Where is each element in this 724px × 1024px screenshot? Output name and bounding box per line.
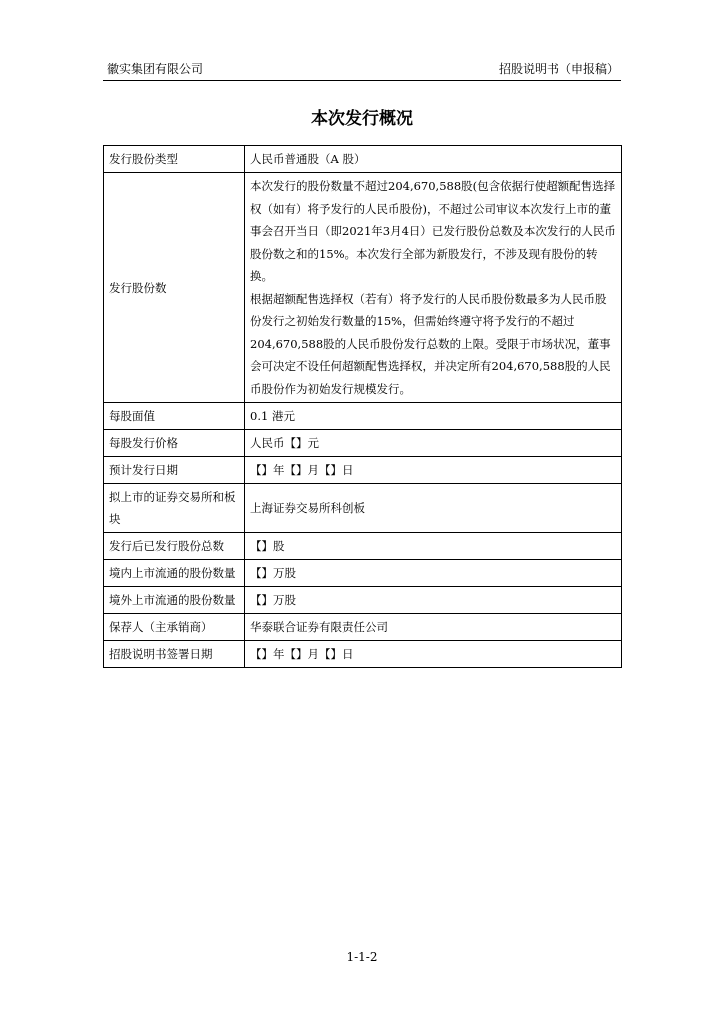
row-value: 【】万股 (245, 587, 622, 614)
table-row (104, 403, 622, 430)
row-key: 每股面值 (104, 403, 245, 430)
table-row (104, 533, 622, 560)
row-value-paragraph: 本次发行的股份数量不超过204,670,588股(包含依据行使超额配售选择权（如有）将予发行的人民币股份)，不超过公司审议本次发行上市的董事会召开当日（即2021年3月4日）已发行股份总数及本次发行的人民币股份数之和的15%。本次发行全部为新股发行，不涉及现有股份的转换。 (250, 179, 616, 283)
row-key: 发行股份类型 (104, 146, 245, 173)
row-key: 境外上市流通的股份数量 (104, 587, 245, 614)
row-value: 【】年【】月【】日 (245, 641, 622, 668)
row-key: 发行后已发行股份总数 (104, 533, 245, 560)
header-doc-type: 招股说明书（申报稿） (498, 62, 619, 76)
table-row (104, 641, 622, 668)
row-key: 拟上市的证券交易所和板块 (104, 484, 245, 533)
row-value: 人民币普通股（A 股） (245, 146, 622, 173)
row-value: 华泰联合证券有限责任公司 (245, 614, 622, 641)
table-row (104, 587, 622, 614)
row-value: 【】股 (245, 533, 622, 560)
table-row (104, 457, 622, 484)
table-row (104, 146, 622, 173)
offering-overview-table (103, 145, 622, 668)
row-key: 发行股份数 (104, 173, 245, 403)
row-value-paragraph: 根据超额配售选择权（若有）将予发行的人民币股份数最多为人民币股份发行之初始发行数量的15%，但需始终遵守将予发行的不超过204,670,588股的人民币股份发行总数的上限。受限于市场状况，董事会可决定不设任何超额配售选择权，并决定所有204,670,588股的人民币股份作为初始发行规模发行。 (250, 291, 611, 396)
table-row (104, 560, 622, 587)
row-value: 上海证券交易所科创板 (245, 484, 622, 533)
table-row (104, 173, 622, 403)
row-value (245, 173, 622, 403)
table-row (104, 614, 622, 641)
row-key: 保荐人（主承销商） (104, 614, 245, 641)
row-value: 【】万股 (245, 560, 622, 587)
row-key: 预计发行日期 (104, 457, 245, 484)
row-value: 人民币【】元 (245, 430, 622, 457)
row-key: 招股说明书签署日期 (104, 641, 245, 668)
row-value: 0.1 港元 (245, 403, 622, 430)
page-title: 本次发行概况 (311, 109, 413, 129)
table-row (104, 430, 622, 457)
page-header (103, 58, 621, 81)
row-key: 境内上市流通的股份数量 (104, 560, 245, 587)
row-value: 【】年【】月【】日 (245, 457, 622, 484)
table-row (104, 484, 622, 533)
header-company: 徽实集团有限公司 (107, 62, 204, 76)
row-key: 每股发行价格 (104, 430, 245, 457)
page-number: 1-1-2 (346, 950, 378, 964)
